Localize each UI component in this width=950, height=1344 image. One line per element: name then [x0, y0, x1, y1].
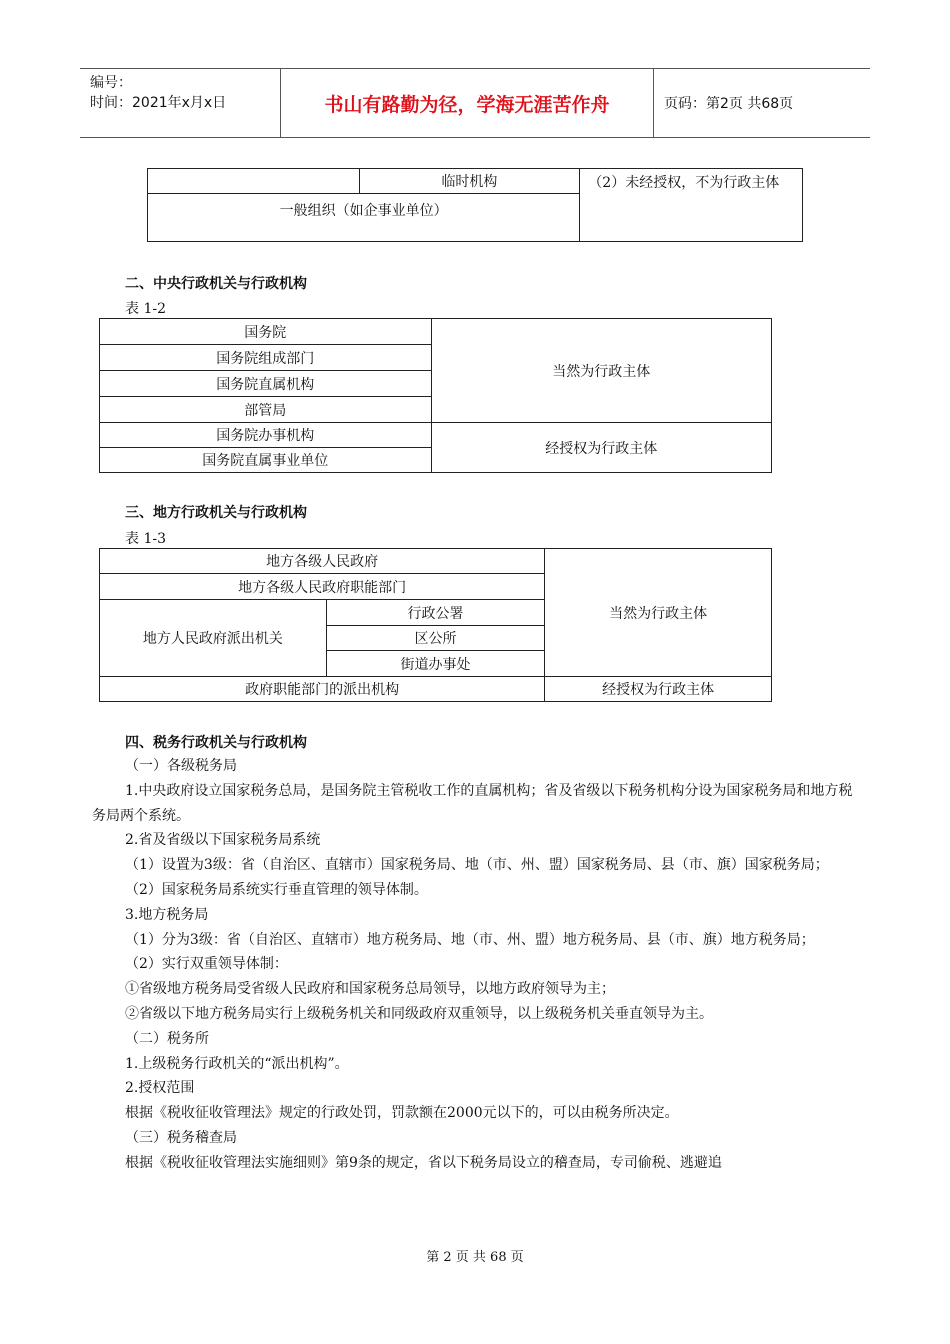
- number-label: 编号：: [90, 75, 132, 91]
- page-footer: 第 2 页 共 68 页: [426, 1250, 524, 1265]
- paragraph: （2）实行双重领导体制：: [125, 956, 288, 973]
- paragraph: （三）税务稽查局: [125, 1129, 237, 1146]
- table-row: 行政公署: [326, 600, 545, 626]
- table-row: 国务院直属事业单位: [100, 448, 432, 473]
- table-row: 部管局: [100, 397, 432, 423]
- general-org-cell: 一般组织（如企事业单位）: [148, 194, 580, 242]
- paragraph: 2.省及省级以下国家税务局系统: [125, 832, 321, 849]
- temp-org-cell: 临时机构: [359, 169, 580, 194]
- section2-caption: 表 1-2: [125, 301, 166, 317]
- paragraph: （1）分为3级：省（自治区、直辖市）地方税务局、地（市、州、盟）地方税务局、县（市、旗）地方税务局；: [125, 931, 815, 948]
- motto: 书山有路勤为径，学海无涯苦作舟: [281, 69, 654, 137]
- paragraph: ①省级地方税务局受省级人民政府和国家税务总局领导，以地方政府领导为主；: [125, 981, 615, 998]
- table-row: 街道办事处: [326, 651, 545, 677]
- section4-title: 四、税务行政机关与行政机构: [125, 735, 307, 751]
- table-1-3: [99, 548, 772, 702]
- paragraph: ②省级以下地方税务局实行上级税务机关和同级政府双重领导，以上级税务机关垂直领导为主。: [125, 1005, 713, 1022]
- section2-title: 二、中央行政机关与行政机构: [125, 276, 307, 292]
- table-row: 国务院直属机构: [100, 371, 432, 397]
- section3-caption: 表 1-3: [125, 531, 166, 547]
- authorized-subject-cell: 经授权为行政主体: [545, 677, 772, 702]
- paragraph: （1）设置为3级：省（自治区、直辖市）国家税务局、地（市、州、盟）国家税务局、县（市、旗）国家税务局；: [125, 857, 829, 874]
- top-table: [147, 168, 803, 242]
- table-row: 国务院: [100, 319, 432, 345]
- table-row: 国务院组成部门: [100, 345, 432, 371]
- table-row: 区公所: [326, 626, 545, 651]
- paragraph: （一）各级税务局: [125, 758, 237, 774]
- table-1-2: [99, 318, 772, 473]
- authorized-subject-cell: 经授权为行政主体: [431, 423, 772, 473]
- section3-title: 三、地方行政机关与行政机构: [125, 505, 307, 521]
- dispatched-organ-cell: 地方人民政府派出机关: [100, 600, 327, 677]
- paragraph: 3.地方税务局: [125, 906, 209, 923]
- natural-subject-cell: 当然为行政主体: [545, 549, 772, 677]
- local-gov-depts-cell: 地方各级人民政府职能部门: [100, 574, 545, 600]
- paragraph: 根据《税收征收管理法》规定的行政处罚，罚款额在2000元以下的，可以由税务所决定。: [125, 1105, 679, 1122]
- natural-subject-cell: 当然为行政主体: [431, 319, 772, 423]
- section4-body: [92, 754, 862, 1176]
- paragraph: 2.授权范围: [125, 1080, 195, 1097]
- paragraph: （二）税务所: [125, 1030, 209, 1047]
- local-gov-cell: 地方各级人民政府: [100, 549, 545, 574]
- paragraph: 1.上级税务行政机关的“派出机构”。: [125, 1055, 349, 1072]
- paragraph: 根据《税收征收管理法实施细则》第9条的规定，省以下税务局设立的稽查局，专司偷税、逃避追: [125, 1154, 722, 1171]
- table-row: 国务院办事机构: [100, 423, 432, 448]
- page-header: [80, 68, 870, 138]
- date-label: 时间：2021年x月x日: [90, 95, 227, 111]
- header-meta: [80, 69, 281, 137]
- paragraph: 1.中央政府设立国家税务总局，是国务院主管税收工作的直属机构；省及省级以下税务机构分设为国家税务局和地方税务局两个系统。: [92, 782, 853, 824]
- page-indicator: 页码：第2页 共68页: [664, 96, 794, 112]
- not-authorized-cell: （2）未经授权，不为行政主体: [580, 169, 803, 242]
- paragraph: （2）国家税务局系统实行垂直管理的领导体制。: [125, 881, 428, 898]
- func-dispatched-cell: 政府职能部门的派出机构: [100, 677, 545, 702]
